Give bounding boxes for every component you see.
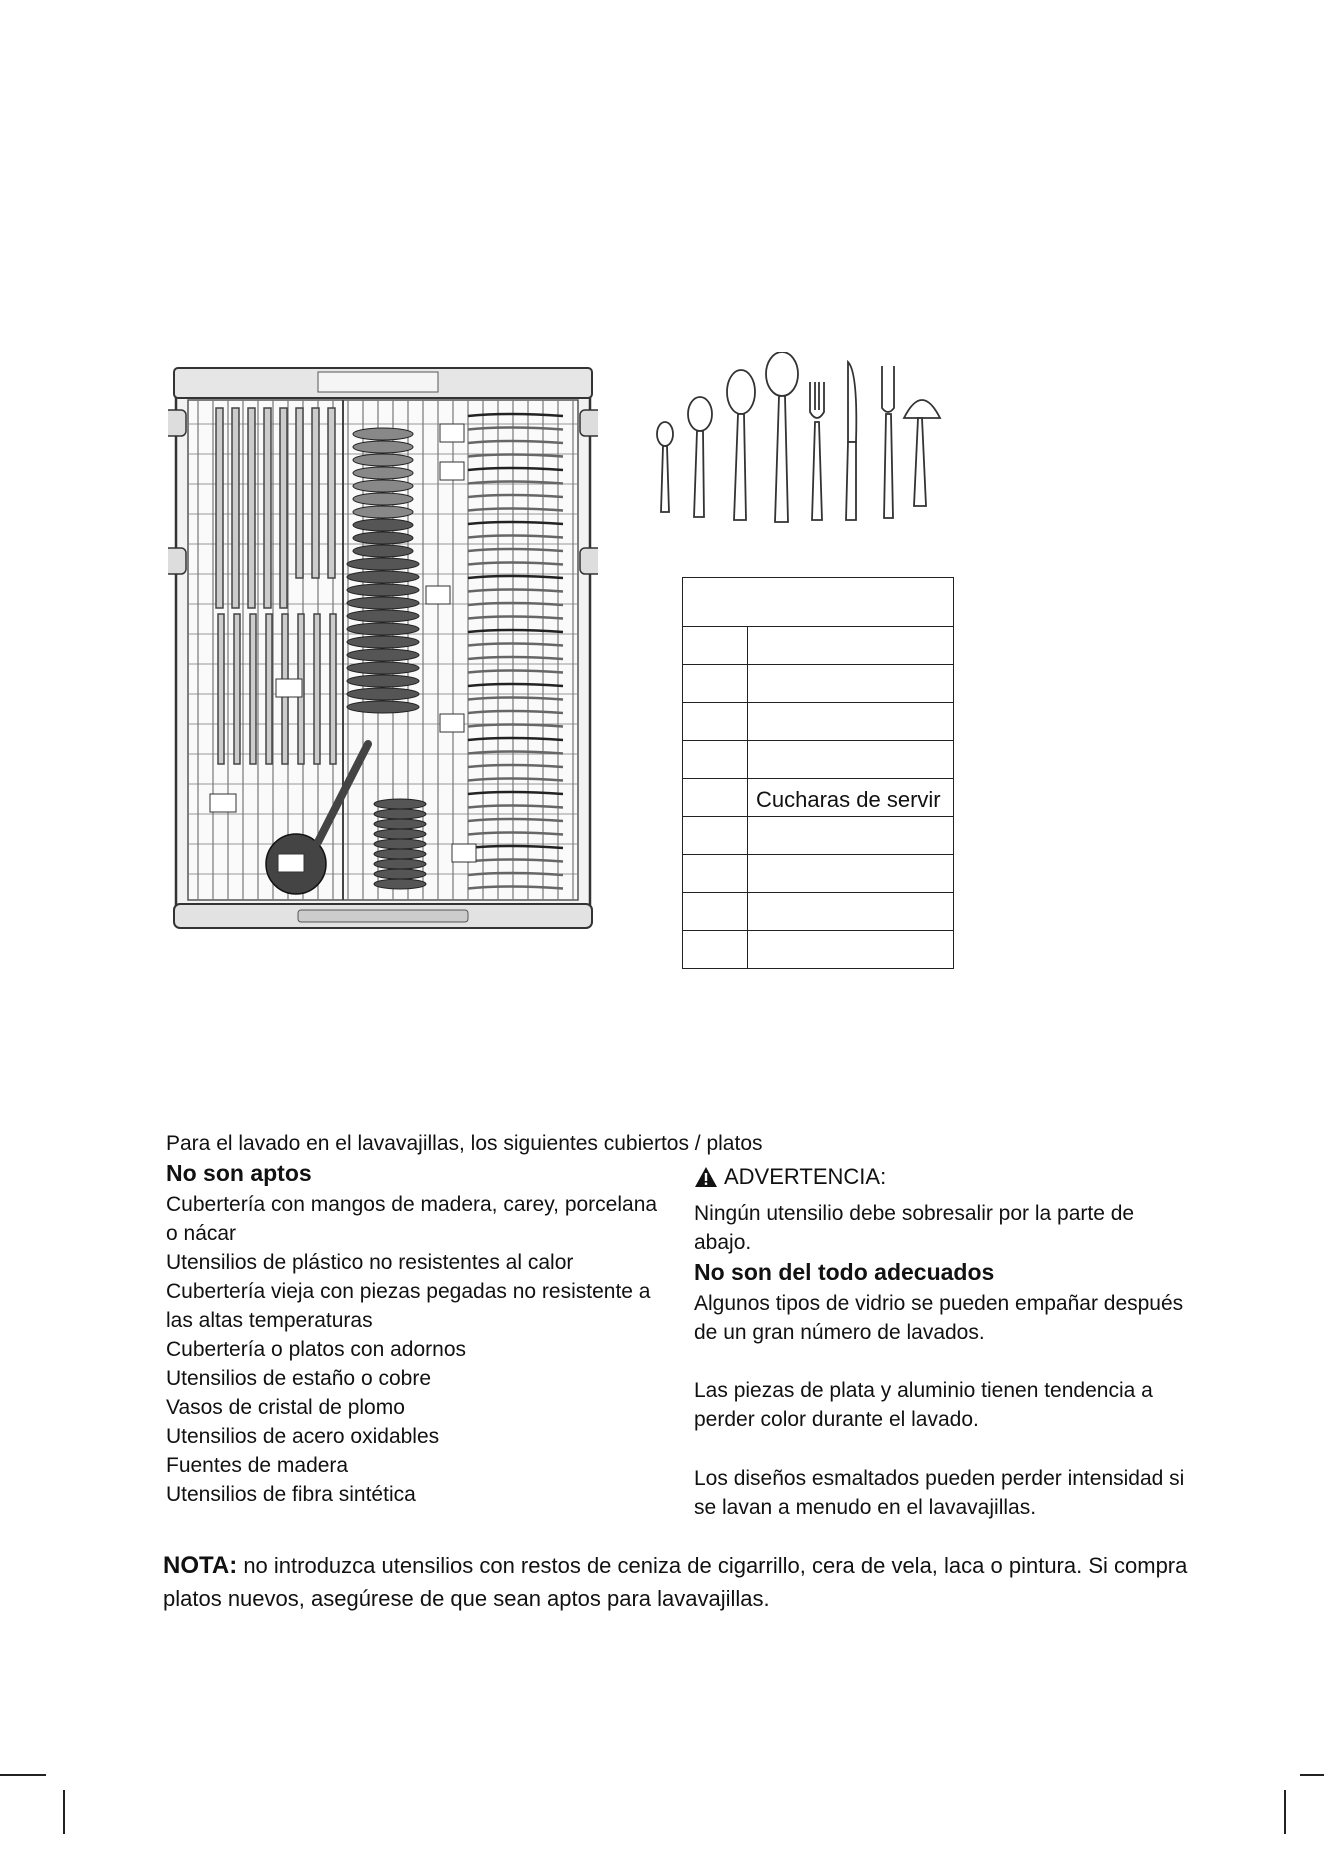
not-suitable-item: las altas temperaturas — [166, 1309, 373, 1332]
utensil-legend-table — [682, 577, 954, 969]
legend-row — [683, 817, 954, 855]
legend-row — [683, 779, 954, 817]
partially-suitable-text: perder color durante el lavado. — [694, 1408, 979, 1431]
legend-row — [683, 855, 954, 893]
not-suitable-item: Cubertería o platos con adornos — [166, 1338, 467, 1361]
not-suitable-item: Cubertería con mangos de madera, carey, porcelana — [166, 1193, 658, 1216]
legend-row — [683, 627, 954, 665]
note-text: no introduzca utensilios con restos de ceniza de cigarrillo, cera de vela, laca o pintura. Si compra — [237, 1553, 1188, 1578]
not-suitable-item: o nácar — [166, 1222, 237, 1245]
note-text: platos nuevos, asegúrese de que sean aptos para lavavajillas. — [163, 1586, 770, 1611]
legend-row — [683, 665, 954, 703]
not-suitable-item: Vasos de cristal de plomo — [166, 1396, 405, 1419]
warning-triangle-icon — [694, 1166, 718, 1188]
note-label: NOTA: — [163, 1552, 238, 1579]
partially-suitable-text: Las piezas de plata y aluminio tienen tendencia a — [694, 1379, 1153, 1402]
legend-row — [683, 741, 954, 779]
partially-suitable-text: Los diseños esmaltados pueden perder intensidad si — [694, 1467, 1185, 1490]
crop-mark — [0, 1774, 46, 1776]
crop-mark — [1300, 1774, 1324, 1776]
legend-label-serving-spoons: Cucharas de servir — [748, 779, 954, 817]
not-suitable-item: Fuentes de madera — [166, 1454, 349, 1477]
warning-text: abajo. — [694, 1231, 752, 1254]
partially-suitable-text: de un gran número de lavados. — [694, 1321, 985, 1344]
not-suitable-item: Utensilios de acero oxidables — [166, 1425, 440, 1448]
partially-suitable-text: se lavan a menudo en el lavavajillas. — [694, 1496, 1037, 1519]
warning-heading: ADVERTENCIA: — [724, 1164, 887, 1189]
not-suitable-item: Utensilios de estaño o cobre — [166, 1367, 431, 1390]
legend-header-row — [683, 578, 954, 627]
not-suitable-item: Utensilios de plástico no resistentes al calor — [166, 1251, 574, 1274]
not-suitable-item: Cubertería vieja con piezas pegadas no resistente a — [166, 1280, 651, 1303]
legend-row — [683, 893, 954, 931]
legend-row — [683, 703, 954, 741]
partially-suitable-text: Algunos tipos de vidrio se pueden empañar después — [694, 1292, 1184, 1315]
partially-suitable-heading: No son del todo adecuados — [694, 1259, 995, 1285]
intro-text: Para el lavado en el lavavajillas, los siguientes cubiertos / platos — [166, 1132, 763, 1155]
not-suitable-item: Utensilios de fibra sintética — [166, 1483, 416, 1506]
warning-heading-line — [694, 1162, 886, 1191]
crop-mark — [63, 1790, 65, 1834]
not-suitable-heading: No son aptos — [166, 1160, 312, 1186]
legend-row — [683, 931, 954, 969]
cutlery-tray-illustration — [168, 364, 598, 934]
note-paragraph — [163, 1549, 1187, 1615]
warning-text: Ningún utensilio debe sobresalir por la parte de — [694, 1202, 1135, 1225]
crop-mark — [1284, 1790, 1286, 1834]
utensil-types-illustration — [650, 352, 960, 524]
